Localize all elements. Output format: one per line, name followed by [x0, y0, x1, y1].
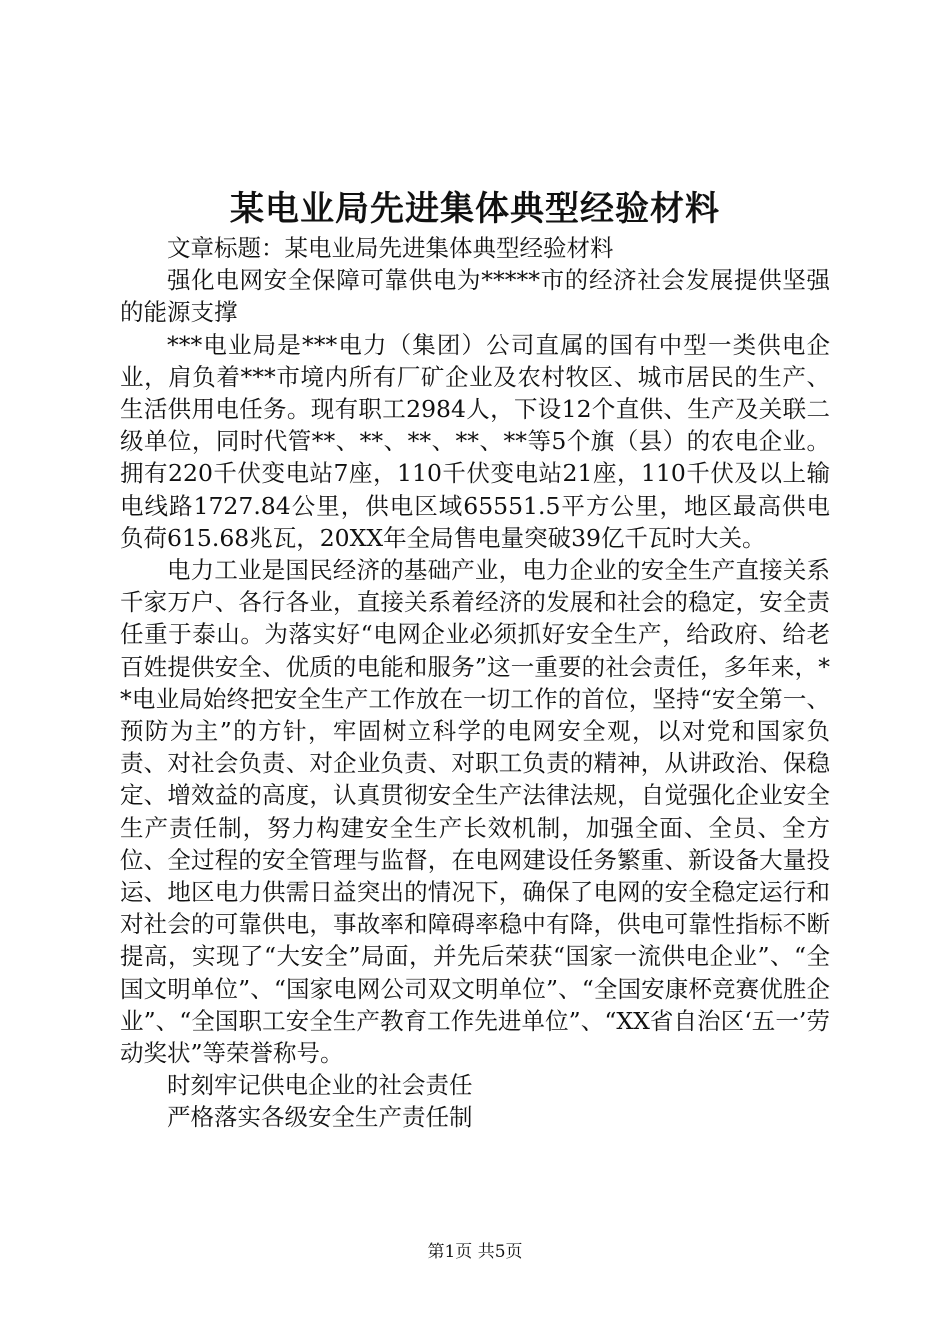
paragraph-safety: 电力工业是国民经济的基础产业，电力企业的安全生产直接关系千家万户、各行各业，直接关系着经济的发展和社会的稳定，安全责任重于泰山。为落实好“电网企业必须抓好安全生产，给政府、给老百姓提供安全、优质的电能和服务”这一重要的社会责任，多年来，**电业局始终把安全生产工作放在一切工作的首位，坚持“安全第一、预防为主”的方针，牢固树立科学的电网安全观，以对党和国家负责、对社会负责、对企业负责、对职工负责的精神，从讲政治、保稳定、增效益的高度，认真贯彻安全生产法律法规，自觉强化企业安全生产责任制，努力构建安全生产长效机制，加强全面、全员、全方位、全过程的安全管理与监督，在电网建设任务繁重、新设备大量投运、地区电力供需日益突出的情况下，确保了电网的安全稳定运行和对社会的可靠供电，事故率和障碍率稳中有降，供电可靠性指标不断提高，实现了“大安全”局面，并先后荣获“国家一流供电企业”、“全国文明单位”、“国家电网公司双文明单位”、“全国安康杯竞赛优胜企业”、“全国职工安全生产教育工作先进单位”、“XX省自治区‘五一’劳动奖状”等荣誉称号。 [120, 556, 830, 1068]
paragraph-subtitle: 强化电网安全保障可靠供电为*****市的经济社会发展提供坚强的能源支撑 [120, 266, 830, 327]
document-title: 某电业局先进集体典型经验材料 [230, 189, 720, 229]
section-heading-responsibility: 时刻牢记供电企业的社会责任 [167, 1071, 473, 1100]
paragraph-article-heading: 文章标题：某电业局先进集体典型经验材料 [167, 234, 614, 262]
section-heading-implementation: 严格落实各级安全生产责任制 [167, 1103, 473, 1132]
paragraph-overview: ***电业局是***电力（集团）公司直属的国有中型一类供电企业，肩负着***市境内所有厂矿企业及农村牧区、城市居民的生产、生活供用电任务。现有职工2984人，下设12个直供、生产及关联二级单位，同时代管**、**、**、**、**等5个旗（县）的农电企业。拥有220千伏变电站7座，110千伏变电站21座，110千伏及以上输电线路1727.84公里，供电区域65551.5平方公里，地区最高供电负荷615.68兆瓦，20XX年全局售电量突破39亿千瓦时大关。 [120, 330, 830, 552]
page-number-footer: 第1页 共5页 [427, 1242, 523, 1262]
document-body [120, 232, 830, 1134]
